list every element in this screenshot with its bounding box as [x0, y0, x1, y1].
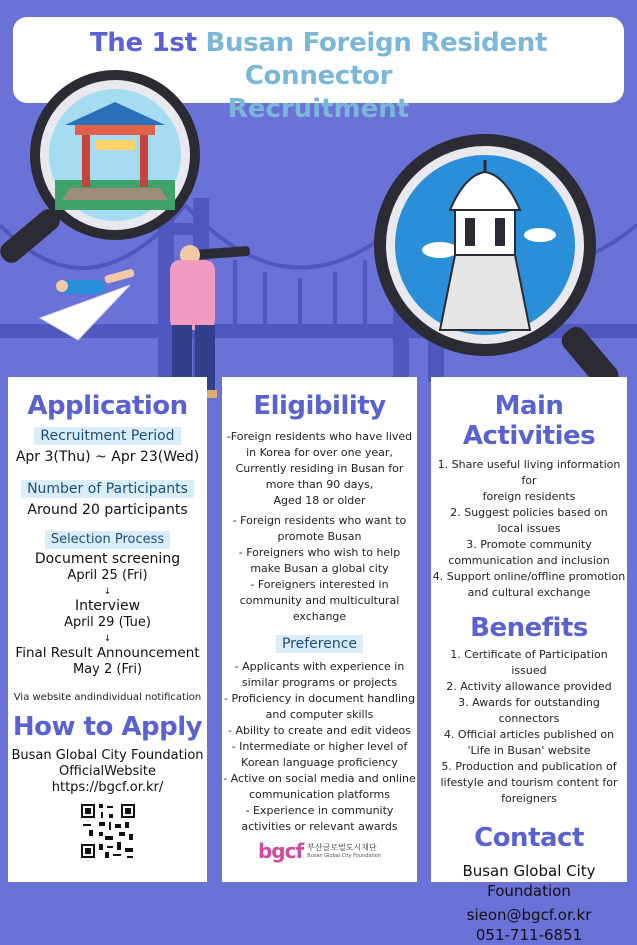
bgcf-logo — [222, 839, 417, 863]
how-to-apply-org: Busan Global City Foundation — [11, 748, 204, 763]
title-prefix: The 1st — [89, 28, 197, 58]
benefit-line: 4. Official articles published on — [443, 728, 615, 741]
application-heading: Application — [27, 391, 188, 421]
qr-code[interactable] — [79, 802, 137, 860]
benefit-line: foreigners — [501, 792, 557, 805]
contact-org-line2: Foundation — [487, 882, 571, 900]
eligibility-line: - Foreigners interested in — [250, 578, 389, 591]
selection-process-label: Selection Process — [45, 531, 170, 549]
preference-line: - Proficiency in document handling — [224, 692, 415, 705]
contact-heading: Contact — [474, 823, 584, 853]
magnifier-tower-illustration — [380, 140, 622, 393]
activity-line: communication and inclusion — [448, 554, 610, 567]
preference-line: and computer skills — [265, 708, 374, 721]
how-to-apply-heading: How to Apply — [12, 712, 203, 742]
activity-line: and cultural exchange — [467, 586, 591, 599]
preference-line: - Intermediate or higher level of — [231, 740, 408, 753]
title-main: Busan Foreign Resident Connector — [205, 28, 548, 91]
benefit-line: 2. Activity allowance provided — [446, 680, 612, 693]
preference-label: Preference — [276, 635, 363, 653]
recruitment-period-value: Apr 3(Thu) ~ Apr 23(Wed) — [15, 449, 200, 465]
title-recruitment: Recruitment — [227, 94, 410, 124]
benefit-line: connectors — [498, 712, 560, 725]
activity-line: foreign residents — [482, 490, 576, 503]
bgcf-logo-english: Busan Global City Foundation — [307, 852, 382, 859]
step-final-date: May 2 (Fri) — [72, 662, 143, 677]
activity-line: local issues — [497, 522, 561, 535]
participants-label: Number of Participants — [21, 480, 194, 498]
benefit-line: 'Life in Busan' website — [467, 744, 591, 757]
contact-phone[interactable]: 051-711-6851 — [475, 926, 583, 944]
eligibility-line: - Foreign residents who want to — [232, 514, 407, 527]
eligibility-heading: Eligibility — [253, 391, 386, 421]
eligibility-line: more than 90 days, — [265, 478, 374, 491]
bgcf-logo-korean: 부산글로벌도시재단 — [307, 842, 377, 852]
step-interview: Interview — [74, 598, 141, 614]
activity-line: 4. Support online/offline promotion — [432, 570, 626, 583]
eligibility-line: -Foreign residents who have lived — [226, 430, 413, 443]
step-document-screening: Document screening — [34, 551, 181, 567]
preference-line: activities or relevant awards — [241, 820, 398, 833]
hero-illustration — [0, 103, 637, 383]
person-telescope-illustration — [170, 245, 250, 398]
main-activities-heading: Main Activities — [462, 391, 596, 451]
eligibility-line: community and multicultural — [239, 594, 400, 607]
application-column — [8, 377, 207, 882]
contact-org-line1: Busan Global City — [462, 862, 596, 880]
eligibility-line: in Korea for over one year, — [246, 446, 393, 459]
preference-line: - Active on social media and online — [223, 772, 416, 785]
contact-email[interactable]: sieon@bgcf.or.kr — [466, 906, 592, 924]
preference-line: Korean language proficiency — [241, 756, 398, 769]
eligibility-column — [222, 377, 417, 882]
benefit-line: lifestyle and tourism content for — [440, 776, 618, 789]
arrow-down-icon: ↓ — [103, 587, 112, 597]
participants-value: Around 20 participants — [27, 502, 188, 518]
preference-line: - Applicants with experience in — [234, 660, 405, 673]
step-document-date: April 25 (Fri) — [67, 568, 148, 583]
eligibility-line: - Foreigners who wish to help — [238, 546, 401, 559]
preference-line: similar programs or projects — [241, 676, 398, 689]
recruitment-period-label: Recruitment Period — [34, 427, 180, 445]
eligibility-line: Aged 18 or older — [273, 494, 366, 507]
eligibility-line: promote Busan — [277, 530, 362, 543]
benefit-line: 5. Production and publication of — [441, 760, 617, 773]
benefit-line: 1. Certificate of Participation issued — [450, 648, 608, 677]
benefits-heading: Benefits — [470, 613, 588, 643]
how-to-apply-url[interactable]: https://bgcf.or.kr/ — [51, 780, 164, 795]
preference-line: - Ability to create and edit videos — [228, 724, 411, 737]
bgcf-logo-mark: bgcf — [257, 839, 304, 863]
activity-line: 1. Share useful living information for — [437, 458, 621, 487]
preference-line: communication platforms — [248, 788, 391, 801]
notification-note: Via website andindividual notification — [13, 692, 202, 703]
how-to-apply-website-label: OfficialWebsite — [59, 764, 156, 779]
eligibility-line: make Busan a global city — [250, 562, 389, 575]
eligibility-line: Currently residing in Busan for — [235, 462, 404, 475]
preference-line: - Experience in community — [245, 804, 394, 817]
step-interview-date: April 29 (Tue) — [64, 615, 151, 630]
step-final-result: Final Result Announcement — [15, 645, 200, 661]
activity-line: 2. Suggest policies based on — [450, 506, 608, 519]
activity-line: 3. Promote community — [466, 538, 592, 551]
benefit-line: 3. Awards for outstanding — [458, 696, 600, 709]
eligibility-line: exchange — [292, 610, 347, 623]
arrow-down-icon: ↓ — [103, 634, 112, 644]
activities-column — [431, 377, 627, 944]
